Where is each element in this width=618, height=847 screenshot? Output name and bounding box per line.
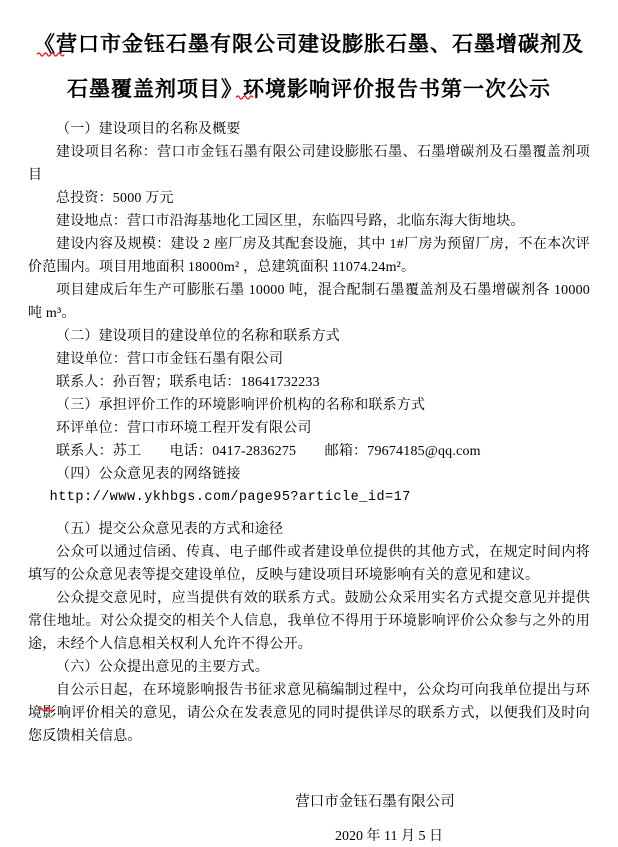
signature-date: 2020 年 11 月 5 日: [335, 829, 443, 844]
document-title-line-2: 石墨覆盖剂项目》环境影响评价报告书第一次公示: [67, 77, 551, 101]
construction-unit-line: 建设单位：营口市金钰石墨有限公司: [56, 352, 284, 367]
section-heading-4: （四）公众意见表的网络链接: [56, 467, 241, 482]
spellcheck-squiggle-icon: [37, 51, 64, 56]
section-heading-2: （二）建设项目的建设单位的名称和联系方式: [56, 329, 340, 344]
submission-method-paragraph: 公众可以通过信函、传真、电子邮件或者建设单位提供的其他方式，在规定时间内将填写的公众意见表等提交建设单位，反映与建设项目环境影响有关的意见和建议。: [28, 545, 590, 583]
signature-company-name: 营口市金钰石墨有限公司: [295, 794, 455, 810]
total-investment-line: 总投资：5000 万元: [56, 191, 174, 206]
contact-info-privacy-paragraph: 公众提交意见时，应当提供有效的联系方式。鼓励公众采用实名方式提交意见并提供常住地址。对公众提交的相关个人信息，我单位不得用于环境影响评价公众参与之外的用途，未经个人信息相关权利人允许不得公开。: [28, 591, 590, 652]
contact-person-line-2: 联系人：苏工 电话：0417-2836275 邮箱：79674185@qq.com: [56, 444, 481, 459]
document-title-line-1: 《营口市金钰石墨有限公司建设膨胀石墨、石墨增碳剂及: [34, 32, 584, 56]
feedback-form-url: http://www.ykhbgs.com/page95?article_id=17: [49, 490, 411, 505]
construction-site-line: 建设地点：营口市沿海基地化工园区里，东临四号路，北临东海大街地块。: [56, 214, 525, 229]
spellcheck-squiggle-icon: [236, 94, 254, 99]
document-body: [28, 118, 590, 748]
production-capacity-paragraph: 项目建成后年生产可膨胀石墨 10000 吨，混合配制石墨覆盖剂及石墨增碳剂各 10000 吨 m³。: [28, 283, 590, 321]
section-heading-6: （六）公众提出意见的主要方式。: [56, 660, 269, 675]
document-content: [28, 22, 590, 847]
spellcheck-squiggle-icon: [39, 706, 54, 711]
construction-scale-paragraph: 建设内容及规模：建设 2 座厂房及其配套设施，其中 1#厂房为预留厂房，不在本次评价范围内。项目用地面积 18000m² ，总建筑面积 11074.24m²。: [28, 237, 590, 275]
section-heading-5: （五）提交公众意见表的方式和途径: [56, 522, 284, 537]
section-heading-3: （三）承担评价工作的环境影响评价机构的名称和联系方式: [56, 398, 426, 413]
opinion-period-paragraph: 自公示日起，在环境影响报告书征求意见稿编制过程中，公众均可向我单位提出与环境影响评价相关的意见，请公众在发表意见的同时提供详尽的联系方式，以便我们及时向您反馈相关信息。: [28, 683, 590, 744]
project-name-line: 建设项目名称：营口市金钰石墨有限公司建设膨胀石墨、石墨增碳剂及石墨覆盖剂项目: [28, 145, 590, 183]
eia-unit-line: 环评单位：营口市环境工程开发有限公司: [56, 421, 312, 436]
contact-person-line-1: 联系人：孙百智；联系电话：18641732233: [56, 375, 320, 390]
section-heading-1: （一）建设项目的名称及概要: [56, 122, 241, 137]
